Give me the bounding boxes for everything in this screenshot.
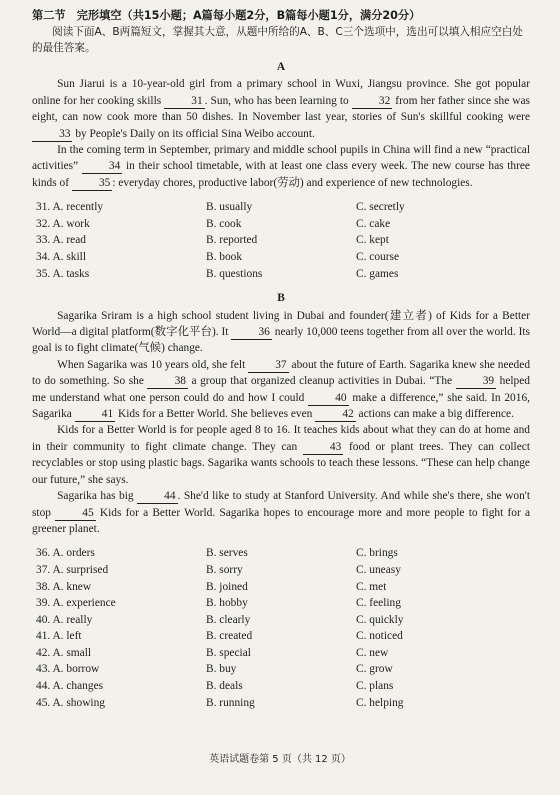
option-b: B. created — [206, 630, 253, 643]
blank-42: 42 — [315, 408, 355, 422]
option-c: C. noticed — [356, 630, 403, 643]
option-c: C. uneasy — [356, 563, 401, 576]
option-row-43 — [32, 661, 530, 678]
option-a: 42. A. small — [36, 646, 92, 659]
passage-b-options — [32, 545, 530, 711]
blank-38: 38 — [147, 375, 187, 389]
option-a: 33. A. read — [36, 234, 86, 247]
section-title: 第二节 完形填空（共15小题；A篇每小题2分，B篇每小题1分，满分20分） — [32, 9, 421, 22]
option-c: C. feeling — [356, 597, 401, 610]
passage-a-options — [32, 199, 530, 282]
option-b: B. joined — [206, 580, 248, 593]
option-c: C. brings — [356, 547, 398, 560]
option-b: B. hobby — [206, 597, 248, 610]
option-row-39 — [32, 595, 530, 612]
passage-b-paragraph-4: Sagarika has big 44 . She'd like to study at Stanford University. And while she's there, she won't stop 45 Kids for a Better World. Sagarika hopes to encourage more and more people to fight for a greener planet. — [32, 490, 530, 535]
option-b: B. special — [206, 646, 251, 659]
option-c: C. course — [356, 251, 400, 264]
option-a: 35. A. tasks — [36, 267, 90, 280]
option-row-32 — [32, 216, 530, 233]
option-c: C. cake — [356, 217, 391, 230]
option-row-36 — [32, 545, 530, 562]
option-a: 38. A. knew — [36, 580, 92, 593]
passage-b-paragraph-3: Kids for a Better World is for people aged 8 to 16. It teaches kids about what they can do at home and in their community to fight climate change. They can 43 food or plant trees. They can collect recyclables or stop using plastic bags. Sagarika wants schools to teach these lessons. “These can help change our future,” she says. — [32, 424, 530, 486]
option-row-45 — [32, 695, 530, 712]
option-c: C. helping — [356, 696, 404, 709]
option-c: C. quickly — [356, 613, 404, 626]
option-row-33 — [32, 232, 530, 249]
blank-37: 37 — [248, 359, 288, 373]
option-a: 36. A. orders — [36, 547, 95, 560]
blank-40: 40 — [308, 392, 348, 406]
option-b: B. sorry — [206, 563, 243, 576]
passage-a-paragraph-2: In the coming term in September, primary and middle school pupils in China will find a new “practical activities” 34 in their school timetable, with at least one class every week. The new course has three kinds of 35 : everyday chores, productive labor(劳动) and experience of new technologies. — [32, 144, 530, 189]
option-row-37 — [32, 562, 530, 579]
blank-32: 32 — [352, 95, 392, 109]
option-row-44 — [32, 678, 530, 695]
option-c: C. new — [356, 646, 389, 659]
option-c: C. plans — [356, 680, 394, 693]
blank-36: 36 — [231, 326, 271, 340]
blank-34: 34 — [82, 160, 122, 174]
option-b: B. buy — [206, 663, 237, 676]
option-a: 39. A. experience — [36, 597, 116, 610]
blank-45: 45 — [55, 507, 95, 521]
option-a: 44. A. changes — [36, 680, 104, 693]
option-b: B. book — [206, 251, 243, 264]
option-b: B. reported — [206, 234, 258, 247]
option-a: 37. A. surprised — [36, 563, 109, 576]
option-a: 43. A. borrow — [36, 663, 100, 676]
blank-33: 33 — [32, 128, 72, 142]
option-b: B. questions — [206, 267, 263, 280]
option-row-34 — [32, 249, 530, 266]
blank-44: 44 — [137, 490, 177, 504]
passage-a-paragraph-1: Sun Jiarui is a 10-year-old girl from a primary school in Wuxi, Jiangsu province. She got popular online for her cooking skills 31 . Sun, who has been learning to 32 from her father since she was eight, can now cook more than 50 dishes. In November last year, stories of Sun's skillful cooking were 33 by People's Daily on its official Sina Weibo account. — [32, 78, 530, 140]
blank-31: 31 — [164, 95, 204, 109]
option-b: B. cook — [206, 217, 242, 230]
option-a: 41. A. left — [36, 630, 82, 643]
option-row-38 — [32, 579, 530, 596]
option-row-31 — [32, 199, 530, 216]
option-c: C. grow — [356, 663, 393, 676]
option-b: B. running — [206, 696, 255, 709]
option-a: 32. A. work — [36, 217, 90, 230]
blank-41: 41 — [75, 408, 115, 422]
option-row-35 — [32, 266, 530, 283]
section-instructions: 阅读下面A、B两篇短文，掌握其大意，从题中所给的A、B、C三个选项中，选出可以填入相应空白处的最佳答案。 — [32, 26, 523, 54]
option-a: 34. A. skill — [36, 251, 87, 264]
option-c: C. secretly — [356, 201, 405, 214]
blank-35: 35 — [72, 177, 112, 191]
option-b: B. serves — [206, 547, 248, 560]
option-a: 31. A. recently — [36, 201, 104, 214]
passage-a-heading: A — [276, 61, 286, 73]
option-c: C. kept — [356, 234, 389, 247]
option-row-42 — [32, 645, 530, 662]
passage-b-heading: B — [277, 292, 285, 305]
passage-b-paragraph-1: Sagarika Sriram is a high school student living in Dubai and founder(建立者) of Kids for a Better World—a digital platform(数字化平台). It 36 nearly 10,000 teens together from all over the world. Its goal is to fight climate(气候) change. — [32, 309, 530, 355]
option-row-40 — [32, 612, 530, 629]
option-c: C. met — [356, 580, 387, 593]
option-b: B. clearly — [206, 613, 251, 626]
option-a: 45. A. showing — [36, 696, 105, 709]
option-b: B. usually — [206, 201, 253, 214]
page-footer: 英语试题卷第 5 页（共 12 页） — [209, 754, 351, 765]
option-c: C. games — [356, 267, 399, 280]
option-row-41 — [32, 628, 530, 645]
option-b: B. deals — [206, 680, 243, 693]
passage-b-paragraph-2: When Sagarika was 10 years old, she felt 37 about the future of Earth. Sagarika knew she needed to do something. So she 38 a group that organized cleanup activities in Dubai. “The 39 helped me understand what one person could do and how I could 40 make a difference,” she said. In 2016, Sagarika 41 Kids for a Better World. She believes even 42 actions can make a big difference. — [32, 358, 531, 421]
blank-43: 43 — [303, 441, 343, 455]
option-a: 40. A. really — [36, 613, 93, 626]
blank-39: 39 — [456, 375, 496, 389]
